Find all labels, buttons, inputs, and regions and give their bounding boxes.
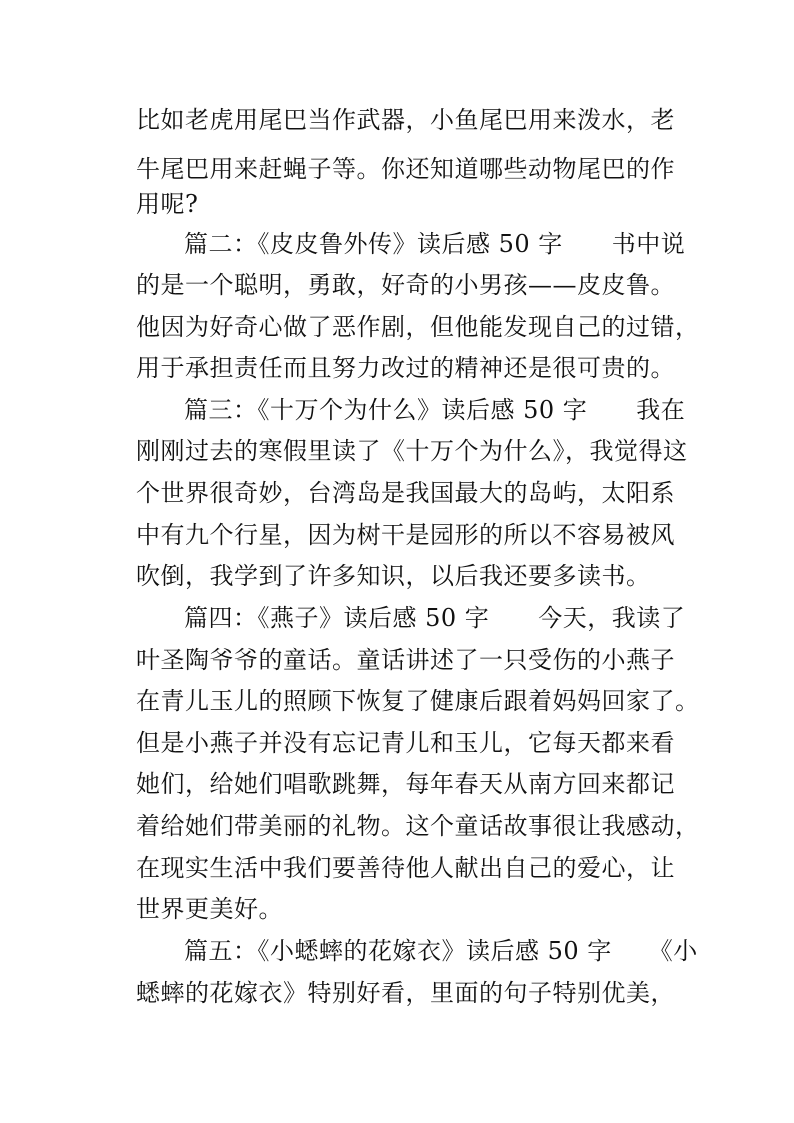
text-line: 在现实生活中我们要善待他人献出自己的爱心，让	[136, 854, 675, 882]
text-line: 但是小燕子并没有忘记青儿和玉儿，它每天都来看	[136, 729, 675, 757]
text-line: 用于承担责任而且努力改过的精神还是很可贵的。	[136, 354, 675, 382]
text-line: 她们，给她们唱歌跳舞，每年春天从南方回来都记	[136, 770, 675, 798]
text-line: 他因为好奇心做了恶作剧，但他能发现自己的过错，	[136, 313, 700, 341]
text-line: 蟋蟀的花嫁衣》特别好看，里面的句子特别优美，	[136, 979, 675, 1007]
text-line: 世界更美好。	[136, 895, 283, 923]
text-line: 在青儿玉儿的照顾下恢复了健康后跟着妈妈回家了。	[136, 687, 700, 715]
section-heading-pian-si: 篇四：《燕子》读后感 50 字 今天，我读了	[184, 604, 686, 632]
text-line: 比如老虎用尾巴当作武器，小鱼尾巴用来泼水，老	[136, 106, 675, 134]
text-line: 刚刚过去的寒假里读了《十万个为什么》，我觉得这	[136, 437, 688, 465]
text-line: 的是一个聪明，勇敢，好奇的小男孩——皮皮鲁。	[136, 271, 675, 299]
text-line: 个世界很奇妙，台湾岛是我国最大的岛屿，太阳系	[136, 479, 675, 507]
text-line: 用呢?	[136, 190, 199, 218]
section-heading-pian-er: 篇二：《皮皮鲁外传》读后感 50 字 书中说	[184, 230, 686, 258]
text-line: 叶圣陶爷爷的童话。童话讲述了一只受伤的小燕子	[136, 646, 675, 674]
section-heading-pian-san: 篇三：《十万个为什么》读后感 50 字 我在	[184, 396, 686, 424]
section-heading-pian-wu: 篇五：《小蟋蟀的花嫁衣》读后感 50 字 《小	[184, 937, 698, 965]
text-line: 牛尾巴用来赶蝇子等。你还知道哪些动物尾巴的作	[136, 155, 675, 183]
text-line: 吹倒，我学到了许多知识，以后我还要多读书。	[136, 562, 651, 590]
text-line: 中有九个行星，因为树干是园形的所以不容易被风	[136, 521, 675, 549]
text-line: 着给她们带美丽的礼物。这个童话故事很让我感动，	[136, 812, 700, 840]
